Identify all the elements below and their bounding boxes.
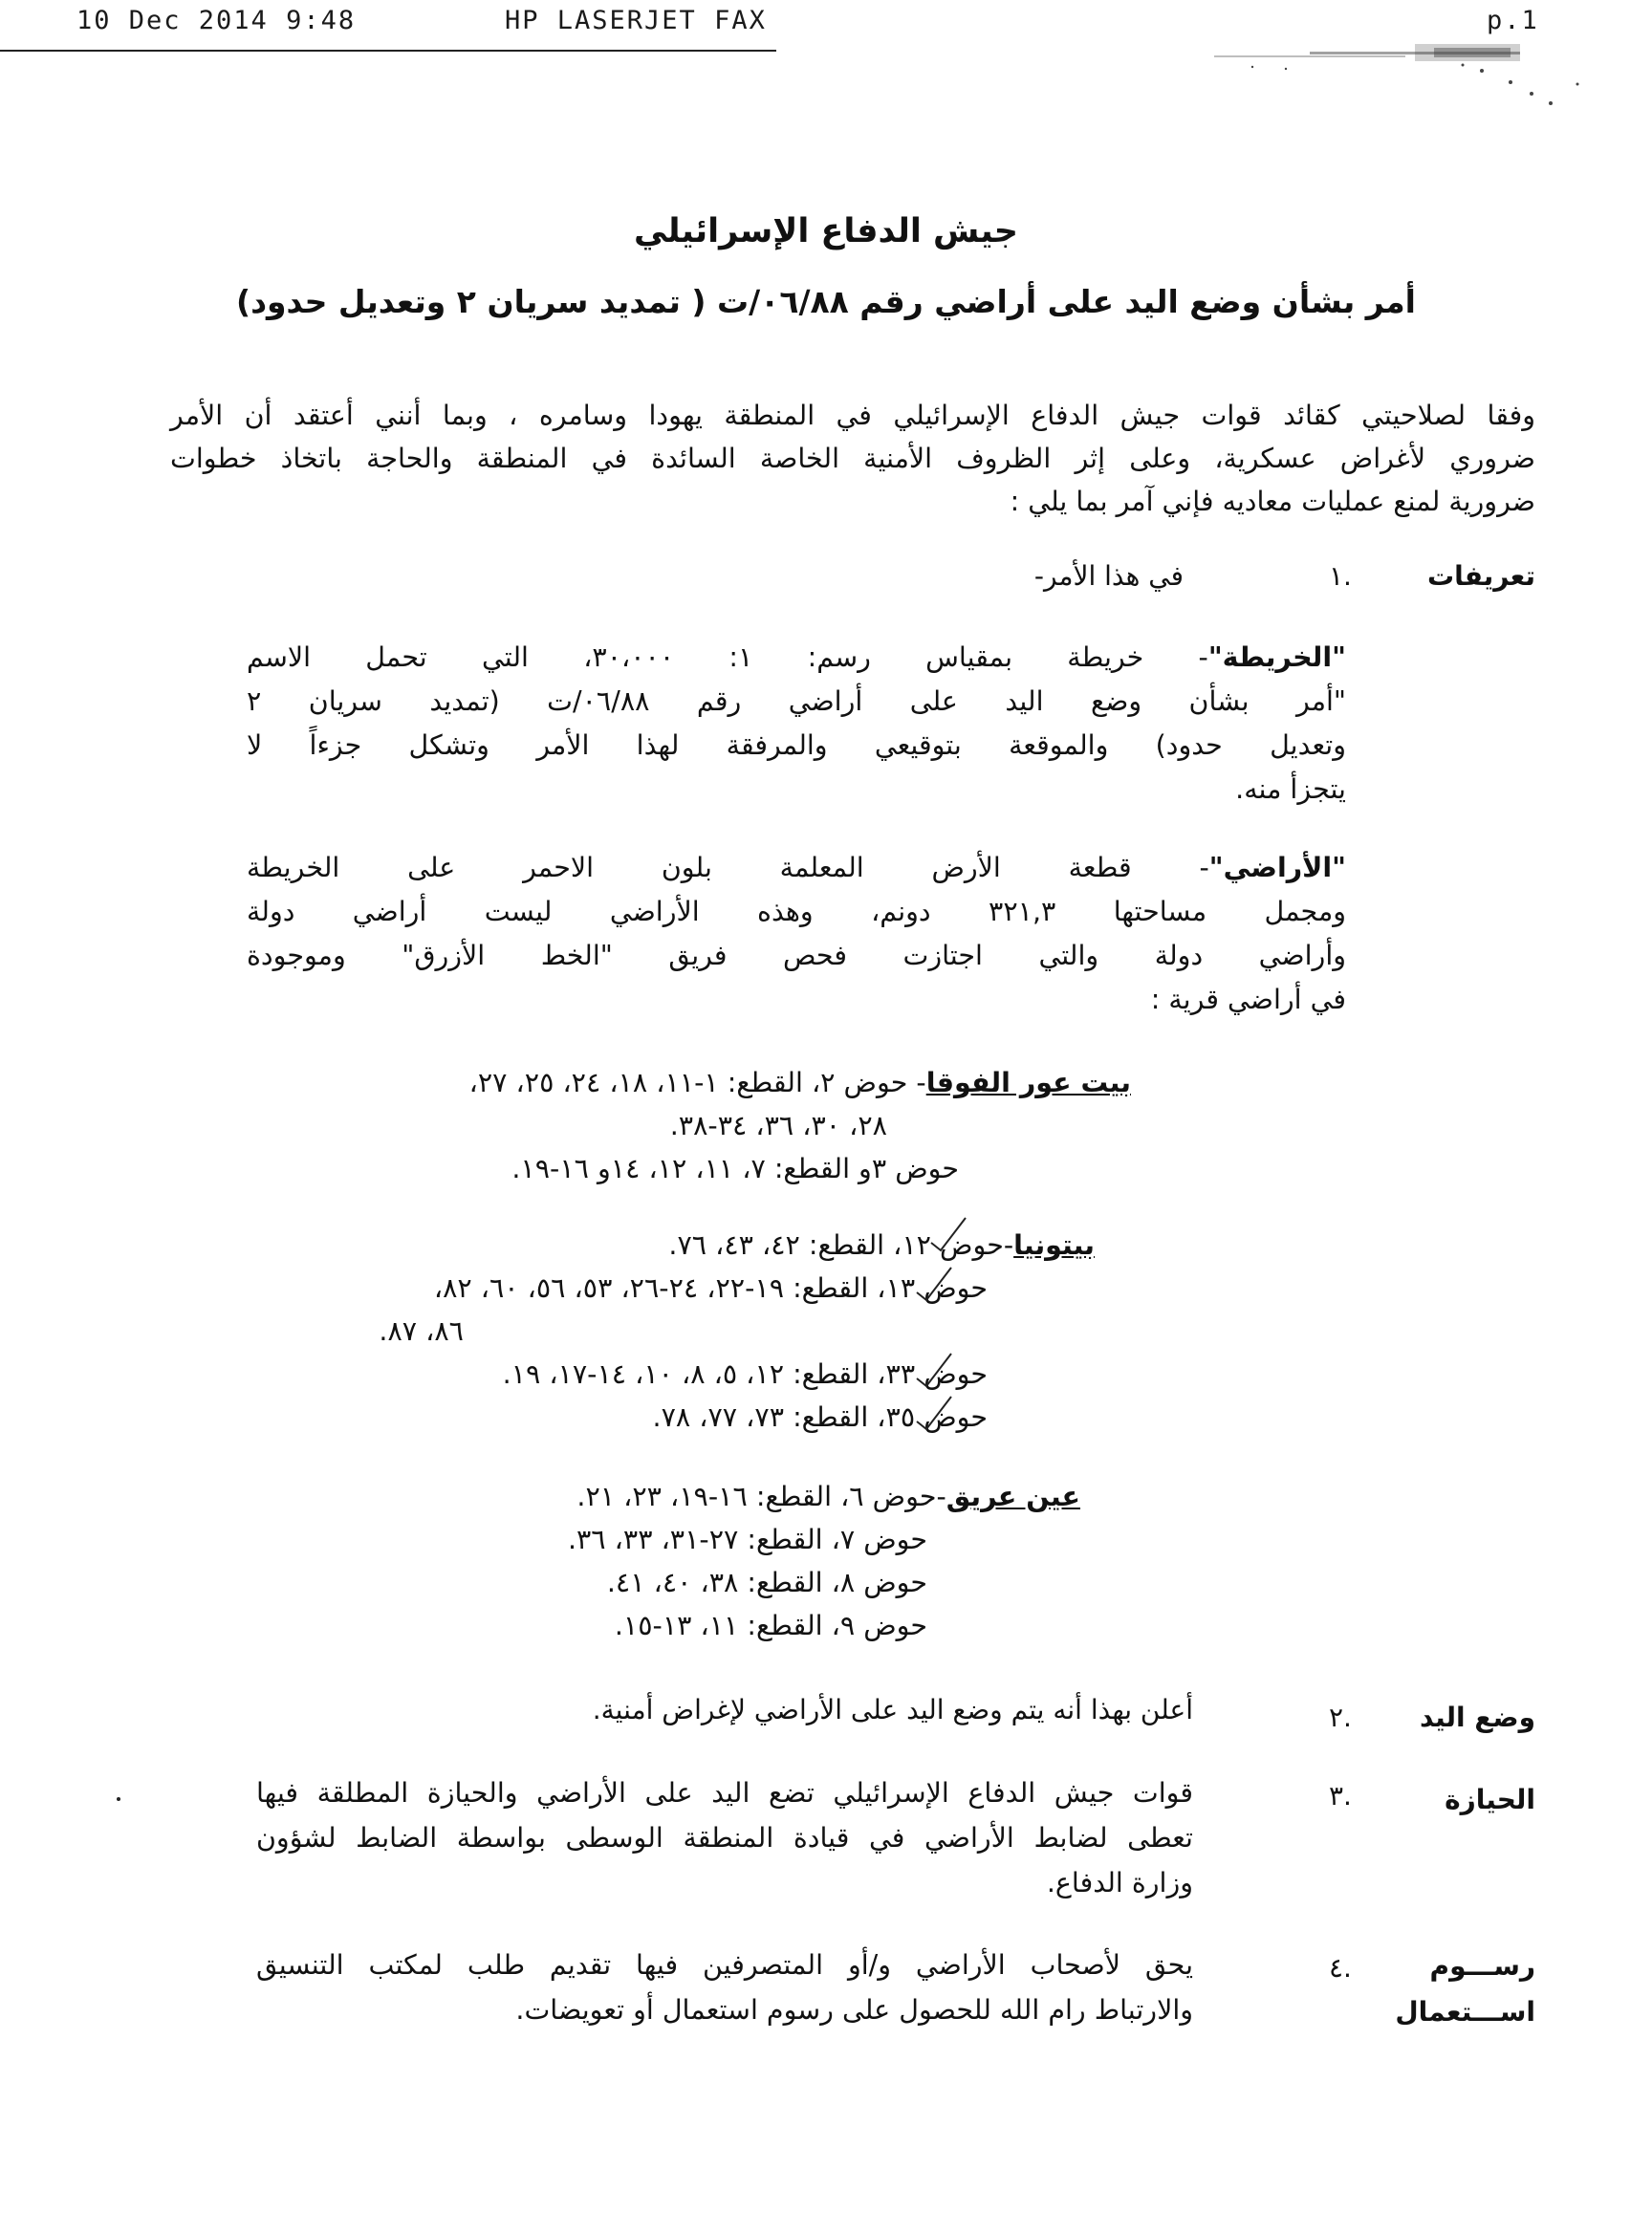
fax-page-number: p.1 [1487, 6, 1539, 35]
paragraph-line: والارتباط رام الله للحصول على رسوم استعمال أو تعويضات. [515, 1994, 1193, 2026]
village-parcels-line: حوض ٩، القطع: ١١، ١٣-١٥. [614, 1610, 927, 1641]
section-text: في هذا الأمر- [1033, 560, 1184, 592]
fax-header-rule [0, 50, 776, 52]
section-label-possession: الحيازة [1445, 1784, 1535, 1815]
village-beit-ur-al-fauqa [469, 1061, 1131, 1190]
definition-line: ومجمل مساحتها ٣٢١,٣ دونم، وهذه الأراضي ليست أراضي دولة [247, 896, 1346, 927]
section-label-seizure: وضع اليد [1419, 1702, 1535, 1733]
village-name: بيتونيا [1013, 1229, 1095, 1261]
village-name: عين عريق [946, 1481, 1080, 1512]
intro-line: وفقا لصلاحيتي كقائد قوات جيش الدفاع الإسرائيلي في المنطقة يهودا وسامره ، وبما أنني أعتقد أن الأمر [170, 400, 1535, 431]
fax-datetime: 10 Dec 2014 9:48 [76, 6, 357, 35]
definition-line: في أراضي قرية : [1150, 984, 1346, 1015]
handwritten-checkmark [927, 1214, 967, 1252]
definition-line: "أمر بشأن وضع اليد على أراضي رقم ٠٦/٨٨/ت (تمديد سريان ٢ [247, 685, 1346, 717]
fax-scan-noise [1195, 27, 1597, 113]
document-title: جيش الدفاع الإسرائيلي [633, 212, 1019, 250]
village-parcels-line: -حوض ١٢، القطع: ٤٢، ٤٣، ٧٦. [668, 1229, 1014, 1261]
term-lands: "الأراضي" [1208, 852, 1346, 883]
definition-line: وتعديل حدود) والموقعة بتوقيعي والمرفقة لهذا الأمر وتشكل جزءاً لا [247, 729, 1346, 761]
village-parcels-line: حوض ٨، القطع: ٣٨، ٤٠، ٤١. [606, 1567, 927, 1598]
fax-header [0, 0, 1652, 67]
village-parcels-line: حوض ٣و القطع: ٧، ١١، ١٢، ١٤و ١٦-١٩. [511, 1153, 959, 1184]
village-parcels-line: ٨٦، ٨٧. [379, 1315, 464, 1347]
section-number: ٤. [1329, 1952, 1352, 1984]
section-number: ٣. [1329, 1780, 1352, 1812]
definition-line: - خريطة بمقياس رسم: ١: ٣٠،٠٠٠، التي تحمل الاسم [247, 641, 1208, 673]
section-text: أعلن بهذا أنه يتم وضع اليد على الأراضي لإغراض أمنية. [592, 1694, 1193, 1725]
village-parcels-line: - حوض ٢، القطع: ١-١١، ١٨، ٢٤، ٢٥، ٢٧، [468, 1067, 926, 1098]
section-label-usage-fees: رســـوم [1429, 1950, 1535, 1982]
paragraph-line: قوات جيش الدفاع الإسرائيلي تضع اليد على الأراضي والحيازة المطلقة فيها [256, 1777, 1193, 1809]
paragraph-line: يحق لأصحاب الأراضي و/أو المتصرفين فيها تقديم طلب لمكتب التنسيق [256, 1949, 1193, 1981]
usage-fees-paragraph [256, 1942, 1193, 2032]
handwritten-checkmark [913, 1393, 953, 1431]
section-label-definitions: تعريفات [1426, 560, 1535, 592]
handwritten-checkmark [913, 1350, 953, 1388]
order-subtitle: أمر بشأن وضع اليد على أراضي رقم ٠٦/٨٨/ت ( تمديد سريان ٢ وتعديل حدود) [236, 283, 1416, 320]
intro-line: ضروري لأغراض عسكرية، وعلى إثر الظروف الأمنية الخاصة السائدة في المنطقة والحاجة باتخاذ خطوات [170, 443, 1535, 474]
map-definition [247, 636, 1346, 812]
village-ein-ariq [568, 1475, 1080, 1647]
section-label-usage-fees-line2: اســـتعمال [1395, 1996, 1535, 2028]
section-number: ٢. [1329, 1702, 1352, 1733]
handwritten-checkmark [913, 1264, 953, 1302]
village-parcels-line: حوض ٣٥، القطع: ٧٣، ٧٧، ٧٨. [652, 1401, 988, 1433]
paragraph-line: وزارة الدفاع. [1046, 1867, 1193, 1898]
section-number: ١. [1329, 560, 1352, 592]
lands-definition [247, 846, 1346, 1022]
possession-paragraph [256, 1770, 1193, 1905]
village-parcels-line: حوض ٧، القطع: ٢٧-٣١، ٣٣، ٣٦. [567, 1524, 927, 1555]
scan-dot [117, 1797, 120, 1801]
definition-line: وأراضي دولة والتي اجتازت فحص فريق "الخط الأزرق" وموجودة [247, 940, 1346, 971]
term-map: "الخريطة" [1207, 641, 1346, 673]
definition-line: - قطعة الأرض المعلمة بلون الاحمر على الخريطة [247, 852, 1209, 883]
intro-paragraph [170, 394, 1535, 523]
definition-line: يتجزأ منه. [1235, 773, 1346, 805]
village-parcels-line: حوض ٣٣، القطع: ١٢، ٥، ٨، ١٠، ١٤-١٧، ١٩. [502, 1358, 988, 1390]
village-parcels-line: حوض ١٣، القطع: ١٩-٢٢، ٢٤-٢٦، ٥٣، ٥٦، ٦٠، ٨٢، [433, 1272, 988, 1304]
fax-device-name: HP LASERJET FAX [505, 6, 767, 35]
village-beitunia [379, 1224, 1095, 1439]
village-parcels-line: -حوض ٦، القطع: ١٦-١٩، ٢٣، ٢١. [576, 1481, 946, 1512]
paragraph-line: تعطى لضابط الأراضي في قيادة المنطقة الوسطى بواسطة الضابط لشؤون [256, 1822, 1193, 1854]
village-parcels-line: ٢٨، ٣٠، ٣٦، ٣٤-٣٨. [669, 1110, 887, 1141]
village-name: بيت عور الفوقا [925, 1067, 1131, 1098]
intro-line: ضرورية لمنع عمليات معاديه فإني آمر بما يلي : [1010, 486, 1535, 517]
